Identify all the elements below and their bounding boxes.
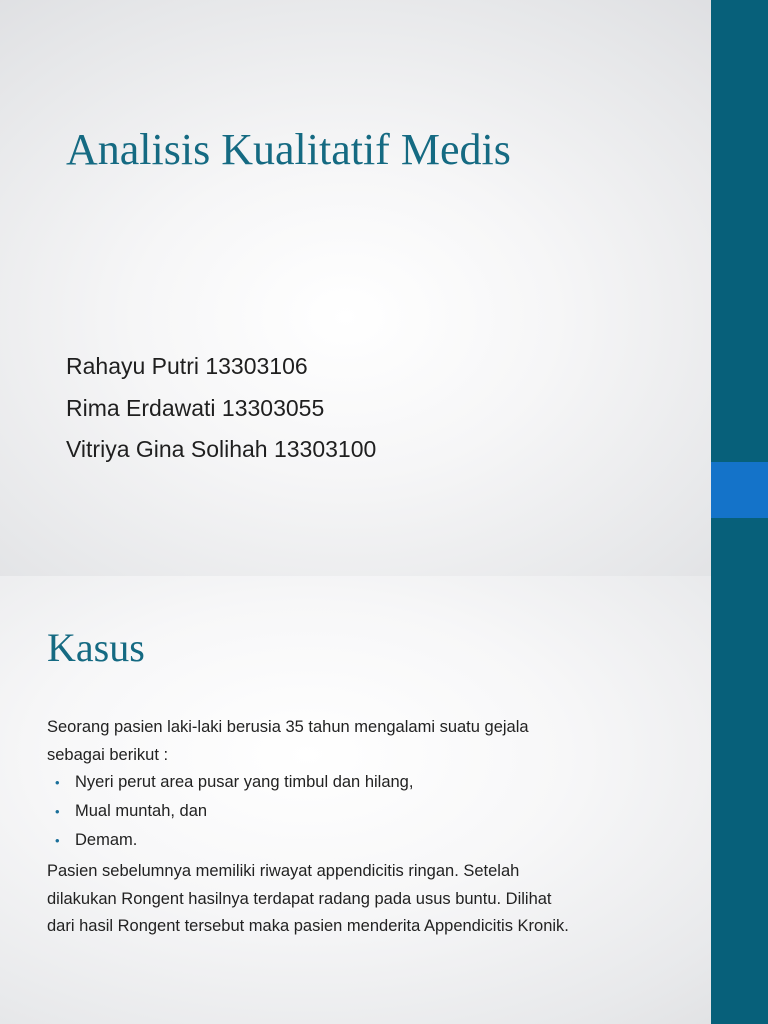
symptom-item — [55, 826, 413, 855]
symptom-text: Nyeri perut area pusar yang timbul dan hilang, — [75, 773, 414, 791]
slide-kasus — [0, 576, 768, 1024]
case-conclusion-line: dilakukan Rongent hasilnya terdapat radang pada usus buntu. Dilihat — [47, 889, 552, 908]
symptom-text: Demam. — [75, 831, 138, 849]
symptom-list — [55, 768, 413, 855]
case-conclusion — [47, 858, 697, 941]
author-list — [66, 346, 376, 471]
author-item: Rima Erdawati 13303055 — [66, 394, 325, 421]
kasus-heading: Kasus — [47, 625, 145, 670]
case-intro — [47, 714, 697, 769]
bullet-icon: • — [55, 804, 60, 819]
case-conclusion-line: dari hasil Rongent tersebut maka pasien menderita Appendicitis Kronik. — [47, 917, 569, 935]
bullet-icon: • — [55, 775, 60, 790]
symptom-item — [55, 768, 413, 797]
bullet-icon: • — [55, 833, 60, 848]
case-intro-line: Seorang pasien laki-laki berusia 35 tahun mengalami suatu gejala — [47, 718, 529, 736]
case-conclusion-line: Pasien sebelumnya memiliki riwayat appendicitis ringan. Setelah — [47, 862, 520, 880]
symptom-item — [55, 797, 413, 826]
slide-title-heading: Analisis Kualitatif Medis — [66, 125, 511, 174]
symptom-text: Mual muntah, dan — [75, 802, 208, 820]
author-item: Rahayu Putri 13303106 — [66, 353, 308, 379]
author-item: Vitriya Gina Solihah 13303100 — [66, 436, 377, 462]
side-accent-block — [711, 462, 768, 518]
case-intro-line: sebagai berikut : — [47, 745, 169, 764]
